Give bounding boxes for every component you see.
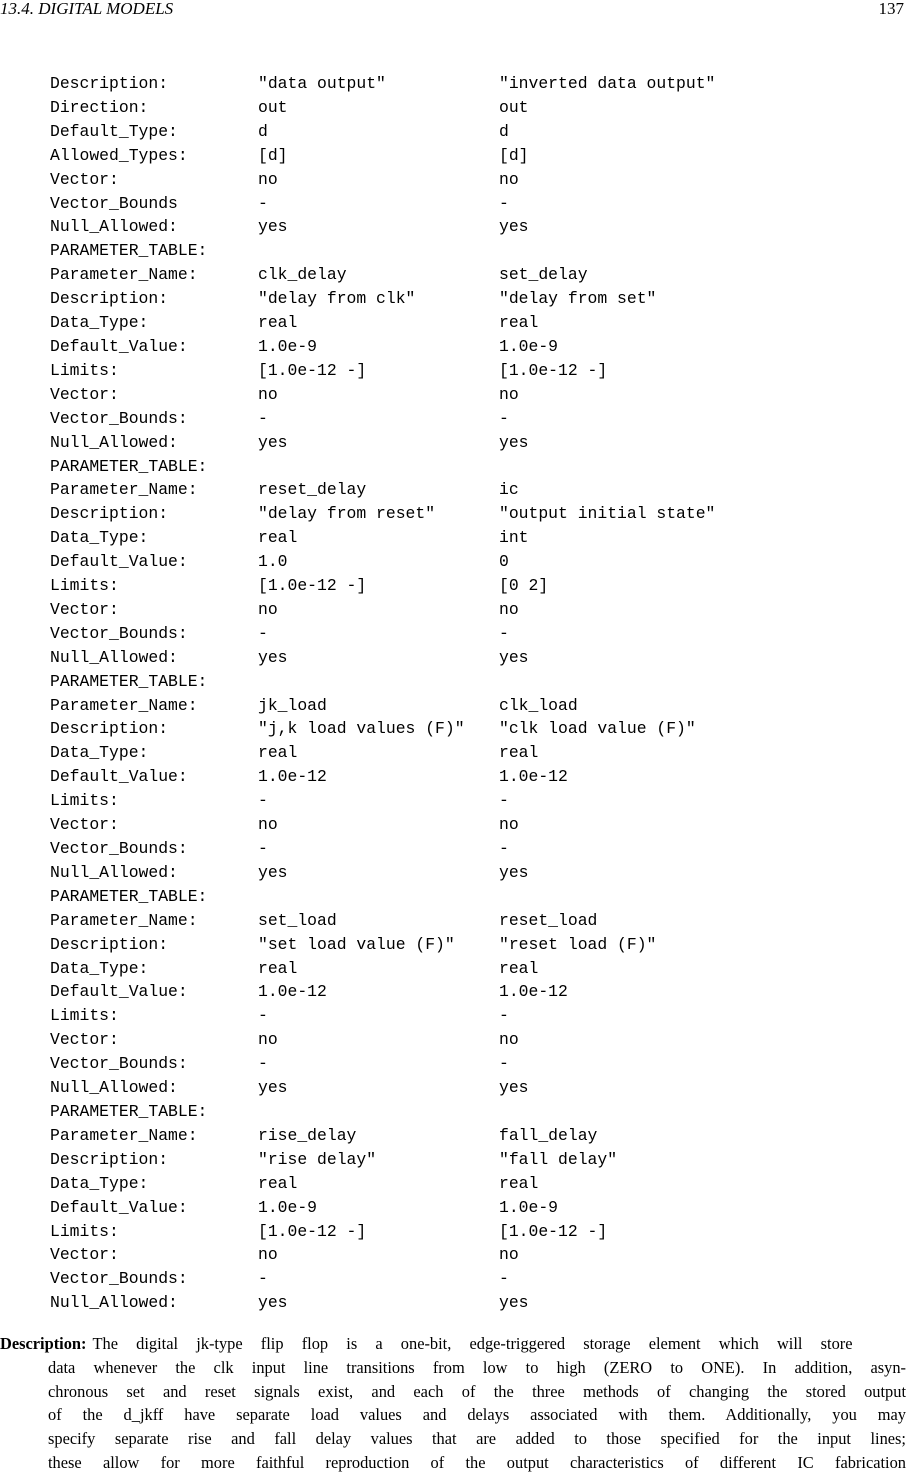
field-name: Default_Type: — [50, 121, 178, 141]
first-column-value: "data output" — [258, 74, 386, 93]
first-column-value: rise_delay — [258, 1125, 357, 1145]
field-name: Parameter_Name: — [50, 695, 198, 715]
second-column-value: "inverted data output" — [499, 74, 716, 93]
first-column-value: out — [258, 97, 288, 117]
first-column-value: yes — [258, 217, 288, 237]
first-column-value: [1.0e-12 -] — [258, 1221, 367, 1241]
first-column-value: - — [258, 408, 268, 428]
first-column-value: yes — [258, 862, 288, 882]
description-line — [0, 1403, 906, 1427]
first-column-value: no — [258, 1030, 278, 1050]
first-column-value: - — [258, 1054, 268, 1074]
first-column-value: real — [258, 528, 298, 548]
page-header — [0, 0, 906, 22]
second-column-value: yes — [499, 432, 529, 452]
second-column-value: yes — [499, 1293, 529, 1313]
first-column-value: 1.0e-12 — [258, 982, 327, 1002]
description-text: The digital jk-type flip flop is a one-bit, edge-triggered storage element which will store — [92, 1334, 853, 1353]
field-name: Description: — [50, 504, 169, 524]
second-column-value: out — [499, 97, 529, 117]
description-line — [0, 1332, 906, 1356]
first-column-value: 1.0 — [258, 552, 288, 572]
second-column-value: yes — [499, 1078, 529, 1098]
first-column-value: no — [258, 169, 278, 189]
first-column-value: yes — [258, 432, 288, 452]
field-name: Null_Allowed: — [50, 1293, 178, 1313]
field-name: Null_Allowed: — [50, 432, 178, 452]
field-name: Vector: — [50, 599, 119, 619]
second-column-value: yes — [499, 647, 529, 667]
second-column-value: d — [499, 121, 509, 141]
field-name: Vector: — [50, 1245, 119, 1265]
first-column-value: "delay from reset" — [258, 504, 436, 524]
second-column-value: - — [499, 839, 509, 858]
first-column-value: real — [258, 743, 298, 763]
field-name: Description: — [50, 934, 169, 954]
second-column-value: - — [499, 1054, 509, 1074]
first-column-value: reset_delay — [258, 480, 367, 500]
second-column-value: "clk load value (F)" — [499, 719, 696, 739]
first-column-value: no — [258, 599, 278, 619]
field-name: Vector_Bounds: — [50, 839, 188, 858]
field-name: Parameter_Name: — [50, 910, 198, 930]
second-column-value: [d] — [499, 145, 529, 165]
second-column-value: 1.0e-12 — [499, 767, 568, 787]
first-column-value: "set load value (F)" — [258, 934, 455, 954]
second-column-value: yes — [499, 862, 529, 882]
field-name: Allowed_Types: — [50, 145, 188, 165]
second-column-value: fall_delay — [499, 1125, 598, 1145]
first-column-value: "rise delay" — [258, 1149, 377, 1169]
first-column-value: no — [258, 1245, 278, 1265]
first-column-value: yes — [258, 1293, 288, 1313]
first-column-value: real — [258, 313, 298, 333]
description-line — [0, 1380, 906, 1404]
description-text: chronous set and reset signals exist, and each of the three methods of changing the stored output — [48, 1381, 906, 1401]
field-name: Default_Value: — [50, 552, 188, 572]
field-name: Parameter_Name: — [50, 480, 198, 500]
second-column-value: no — [499, 599, 519, 619]
first-column-value: [d] — [258, 145, 288, 165]
description-line — [0, 1451, 906, 1475]
second-column-value: [0 2] — [499, 576, 549, 596]
first-column-value: jk_load — [258, 695, 327, 715]
description-text: of the d_jkff have separate load values and delays associated with them. Additionally, you may — [48, 1405, 906, 1425]
second-column-value: yes — [499, 217, 529, 237]
field-name: Limits: — [50, 576, 119, 596]
field-name: Null_Allowed: — [50, 217, 178, 237]
field-name: PARAMETER_TABLE: — [50, 241, 208, 261]
first-column-value: - — [258, 1269, 268, 1289]
field-name: Limits: — [50, 791, 119, 811]
field-name: Null_Allowed: — [50, 647, 178, 667]
field-name: Limits: — [50, 1221, 119, 1241]
field-name: Description: — [50, 74, 169, 93]
field-name: Default_Value: — [50, 336, 188, 356]
field-name: Data_Type: — [50, 528, 149, 548]
second-column-value: - — [499, 1269, 509, 1289]
first-column-value: 1.0e-12 — [258, 767, 327, 787]
field-name: Default_Value: — [50, 767, 188, 787]
field-name: Data_Type: — [50, 743, 149, 763]
first-column-value: real — [258, 1173, 298, 1193]
field-name: Vector: — [50, 815, 119, 835]
second-column-value: real — [499, 958, 539, 978]
second-column-value: int — [499, 528, 529, 548]
second-column-value: ic — [499, 480, 519, 500]
field-name: Description: — [50, 289, 169, 309]
field-name: PARAMETER_TABLE: — [50, 671, 208, 691]
field-name: PARAMETER_TABLE: — [50, 1101, 208, 1121]
second-column-value: no — [499, 1245, 519, 1265]
first-column-value: "delay from clk" — [258, 289, 416, 309]
second-column-value: - — [499, 193, 509, 213]
first-column-value: yes — [258, 1078, 288, 1098]
description-text: specify separate rise and fall delay values that are added to those specified for the input lines; — [48, 1429, 906, 1449]
description-line — [0, 1427, 906, 1451]
field-name: Default_Value: — [50, 1197, 188, 1217]
second-column-value: set_delay — [499, 265, 588, 285]
first-column-value: - — [258, 839, 268, 858]
second-column-value: "output initial state" — [499, 504, 716, 524]
field-name: PARAMETER_TABLE: — [50, 886, 208, 906]
description-paragraph — [0, 1332, 906, 1475]
field-name: Limits: — [50, 360, 119, 380]
second-column-value: no — [499, 815, 519, 835]
second-column-value: real — [499, 743, 539, 763]
field-name: Vector: — [50, 169, 119, 189]
first-column-value: - — [258, 791, 268, 811]
second-column-value: [1.0e-12 -] — [499, 360, 608, 380]
first-column-value: - — [258, 193, 268, 213]
field-name: Limits: — [50, 1006, 119, 1026]
first-column-value: 1.0e-9 — [258, 336, 318, 356]
first-column-value: clk_delay — [258, 265, 347, 285]
description-text: these allow for more faithful reproduction of the output characteristics of different IC fabrication — [48, 1452, 906, 1472]
second-column-value: real — [499, 1173, 539, 1193]
first-column-value: d — [258, 121, 268, 141]
field-name: Vector_Bounds: — [50, 1269, 188, 1289]
field-name: Null_Allowed: — [50, 862, 178, 882]
second-column-value: "fall delay" — [499, 1149, 618, 1169]
running-section-title: 13.4. DIGITAL MODELS — [0, 0, 174, 18]
second-column-value: - — [499, 408, 509, 428]
first-column-value: yes — [258, 647, 288, 667]
first-column-value: [1.0e-12 -] — [258, 360, 367, 380]
field-name: Data_Type: — [50, 958, 149, 978]
field-name: Default_Value: — [50, 982, 188, 1002]
field-name: Vector_Bounds: — [50, 623, 188, 643]
first-column-value: real — [258, 958, 298, 978]
field-name: Vector_Bounds: — [50, 1054, 188, 1074]
field-name: Parameter_Name: — [50, 265, 198, 285]
second-column-value: 1.0e-9 — [499, 336, 559, 356]
second-column-value: clk_load — [499, 695, 578, 715]
field-name: Vector: — [50, 1030, 119, 1050]
second-column-value: 0 — [499, 552, 509, 572]
field-name: Vector_Bounds — [50, 193, 178, 213]
second-column-value: 1.0e-9 — [499, 1197, 559, 1217]
second-column-value: real — [499, 313, 539, 333]
description-label: Description: — [0, 1334, 87, 1353]
field-name: PARAMETER_TABLE: — [50, 456, 208, 476]
first-column-value: - — [258, 623, 268, 643]
second-column-value: "delay from set" — [499, 289, 657, 309]
second-column-value: "reset load (F)" — [499, 934, 657, 954]
field-name: Null_Allowed: — [50, 1078, 178, 1098]
second-column-value: - — [499, 791, 509, 811]
field-name: Description: — [50, 719, 169, 739]
field-name: Data_Type: — [50, 313, 149, 333]
first-column-value: set_load — [258, 910, 337, 930]
field-name: Vector_Bounds: — [50, 408, 188, 428]
field-name: Data_Type: — [50, 1173, 149, 1193]
first-column-value: 1.0e-9 — [258, 1197, 318, 1217]
field-name: Direction: — [50, 97, 149, 117]
second-column-value: 1.0e-12 — [499, 982, 568, 1002]
first-column-value: - — [258, 1006, 268, 1026]
first-column-value: [1.0e-12 -] — [258, 576, 367, 596]
description-line — [0, 1356, 906, 1380]
page-number: 137 — [878, 0, 904, 18]
second-column-value: - — [499, 1006, 509, 1026]
first-column-value: no — [258, 815, 278, 835]
first-column-value: "j,k load values (F)" — [258, 719, 465, 739]
second-column-value: no — [499, 1030, 519, 1050]
second-column-value: no — [499, 384, 519, 404]
second-column-value: reset_load — [499, 910, 598, 930]
description-text: data whenever the clk input line transitions from low to high (ZERO to ONE). In addition, asyn- — [48, 1357, 906, 1377]
first-column-value: no — [258, 384, 278, 404]
field-name: Description: — [50, 1149, 169, 1169]
second-column-value: [1.0e-12 -] — [499, 1221, 608, 1241]
field-name: Vector: — [50, 384, 119, 404]
field-name: Parameter_Name: — [50, 1125, 198, 1145]
second-column-value: - — [499, 623, 509, 643]
second-column-value: no — [499, 169, 519, 189]
